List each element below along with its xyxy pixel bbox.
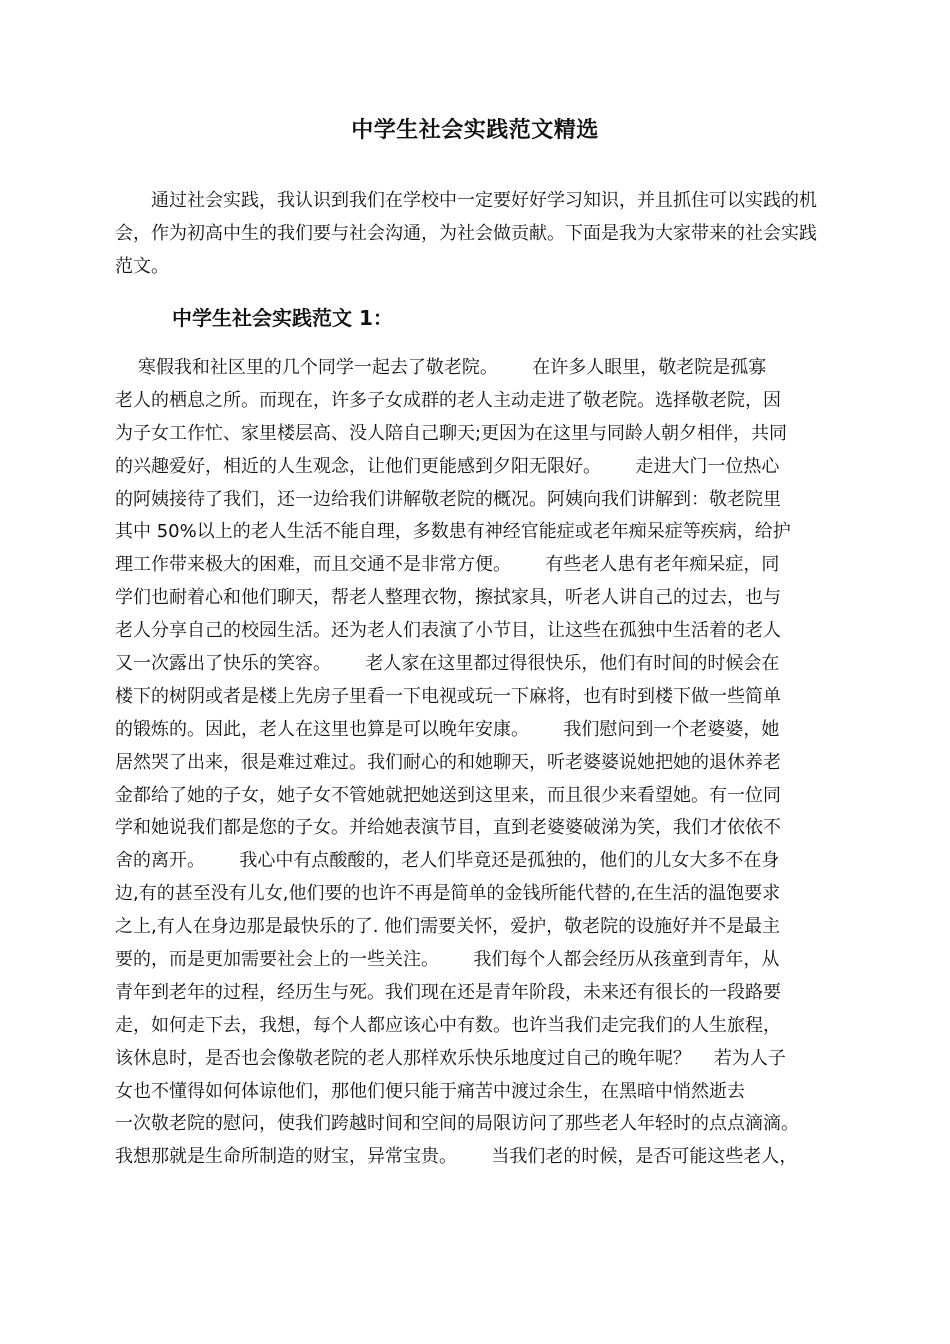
body-line: 的兴趣爱好，相近的人生观念，让他们更能感到夕阳无限好。 走进大门一位热心 <box>115 455 780 477</box>
body-line: 居然哭了出来，很是难过难过。我们耐心的和她聊天，听老婆婆说她把她的退休养老 <box>115 751 781 773</box>
body-line: 边,有的甚至没有儿女,他们要的也许不再是简单的金钱所能代替的,在生活的温饱要求 <box>115 883 781 905</box>
body-line: 金都给了她的子女，她子女不管她就把她送到这里来，而且很少来看望她。有一位同 <box>115 784 781 806</box>
body-line: 该休息时，是否也会像敬老院的老人那样欢乐快乐地度过自己的晚年呢？ 若为人子 <box>115 1047 786 1069</box>
body-line: 老人的栖息之所。而现在，许多子女成群的老人主动走进了敬老院。选择敬老院，因 <box>115 389 781 411</box>
body-line: 一次敬老院的慰问，使我们跨越时间和空间的局限访问了那些老人年轻时的点点滴滴。 <box>115 1113 799 1135</box>
body-line: 走，如何走下去，我想，每个人都应该心中有数。也许当我们走完我们的人生旅程， <box>115 1014 781 1036</box>
body-line: 楼下的树阴或者是楼上先房子里看一下电视或玩一下麻将，也有时到楼下做一些简单 <box>115 685 781 707</box>
body-line: 舍的离开。 我心中有点酸酸的，老人们毕竟还是孤独的，他们的儿女大多不在身 <box>115 850 780 872</box>
body-line: 学们也耐着心和他们聊天，帮老人整理衣物，擦拭家具，听老人讲自己的过去，也与 <box>115 587 781 609</box>
body-line: 又一次露出了快乐的笑容。 老人家在这里都过得很快乐，他们有时间的时候会在 <box>115 653 780 675</box>
body-line: 理工作带来极大的困难，而且交通不是非常方便。 有些老人患有老年痴呆症，同 <box>115 554 780 576</box>
body-line: 青年到老年的过程，经历生与死。我们现在还是青年阶段，未来还有很长的一段路要 <box>115 981 781 1003</box>
body-line: 老人分享自己的校园生活。还为老人们表演了小节目，让这些在孤独中生活着的老人 <box>115 620 781 642</box>
body-line: 学和她说我们都是您的子女。并给她表演节目，直到老婆婆破涕为笑，我们才依依不 <box>115 817 781 839</box>
section-heading: 中学生社会实践范文 1： <box>172 306 393 330</box>
body-line: 女也不懂得如何体谅他们，那他们便只能于痛苦中渡过余生，在黑暗中悄然逝去 <box>115 1080 745 1102</box>
body-line: 我想那就是生命所制造的财宝，异常宝贵。 当我们老的时候，是否可能这些老人， <box>115 1146 798 1168</box>
intro-paragraph: 通过社会实践，我认识到我们在学校中一定要好好学习知识，并且抓住可以实践的机会，作为初高中生的我们要与社会沟通，为社会做贡献。下面是我为大家带来的社会实践范文。 <box>115 190 817 277</box>
body-line: 寒假我和社区里的几个同学一起去了敬老院。 在许多人眼里，敬老院是孤寡 <box>115 357 767 378</box>
document-title: 中学生社会实践范文精选 <box>351 118 599 143</box>
body-line: 其中 50%以上的老人生活不能自理，多数患有神经官能症或老年痴呆症等疾病，给护 <box>115 521 791 543</box>
body-line: 的阿姨接待了我们，还一边给我们讲解敬老院的概况。阿姨向我们讲解到：敬老院里 <box>115 488 781 510</box>
body-line: 要的，而是更加需要社会上的一些关注。 我们每个人都会经历从孩童到青年，从 <box>115 949 780 971</box>
body-line: 为子女工作忙、家里楼层高、没人陪自己聊天;更因为在这里与同龄人朝夕相伴，共同 <box>115 422 788 444</box>
essay-body <box>115 352 837 1174</box>
body-line: 之上,有人在身边那是最快乐的了. 他们需要关怀，爱护，敬老院的设施好并不是最主 <box>115 916 781 938</box>
body-line: 的锻炼的。因此，老人在这里也算是可以晚年安康。 我们慰问到一个老婆婆，她 <box>115 718 780 740</box>
